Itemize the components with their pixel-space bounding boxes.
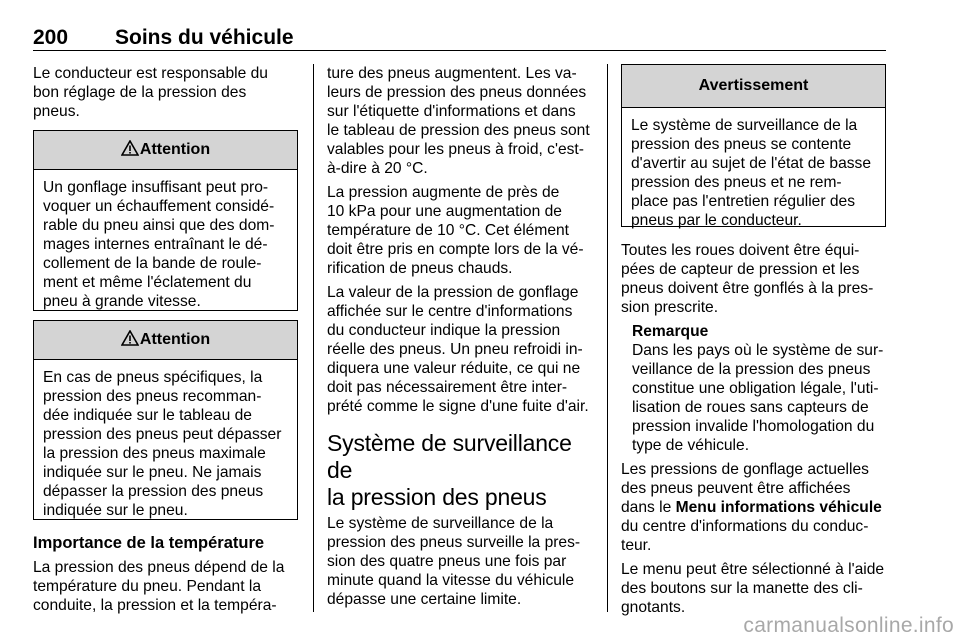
- page-header: [33, 14, 886, 51]
- temperature-heading: Importance de la température: [33, 534, 265, 552]
- attention-box-1-header: [34, 131, 297, 170]
- warning-triangle-icon: [121, 330, 139, 346]
- menu-reference: Menu informations véhicule: [675, 499, 882, 516]
- attention-box-2-header: [34, 321, 297, 360]
- attention-box-2-body: En cas de pneus spécifiques, la pression des pneus recomman- dée indiquée sur le tableau de pression des pneus peut dépasser la pression des pneus maximale indiquée sur le pneu. Ne jamais dépasser la pression des pneus indiquée sur le pneu.: [43, 369, 282, 519]
- paragraph-pressure-increase: La pression augmente de près de 10 kPa pour une augmentation de température de 10 °C. Cet élément doit être pris en compte lors de la vé- rification de pneus chauds.: [327, 184, 584, 277]
- attention-box-2: [33, 320, 298, 520]
- paragraph-menu-selection: Le menu peut être sélectionné à l'aide des boutons sur la manette des cli- gnotants.: [621, 561, 885, 616]
- warning-box-body: Le système de surveillance de la pression des pneus se contente d'avertir au sujet de l'état de basse pression des pneus et ne rem- place pas l'entretien régulier des pneus par le conducteur.: [631, 117, 872, 229]
- paragraph-sensors: Toutes les roues doivent être équi- pées de capteur de pression et les pneus doivent être gonflés à la pres- sion prescrite.: [621, 242, 874, 316]
- column-3: [621, 64, 886, 617]
- note-title: Remarque: [632, 323, 709, 340]
- warning-box-header: Avertissement: [622, 65, 885, 108]
- attention-box-1-title: Attention: [139, 141, 211, 158]
- column-1: [33, 64, 298, 615]
- paragraph-cold-tyres: ture des pneus augmentent. Les va- leurs de pression des pneus données sur l'étiquette d'informations et dans le tableau de pression des pneus sont valables pour les pneus à froid, c'est- à-dire à 20 °C.: [327, 65, 590, 177]
- watermark: carmanualsonline.info: [743, 614, 954, 637]
- section-title: Système de surveillance de la pression des pneus: [327, 430, 572, 510]
- attention-box-1: [33, 130, 298, 311]
- warning-triangle-icon: [121, 140, 139, 156]
- column-divider-1: [313, 64, 314, 612]
- intro-paragraph: Le conducteur est responsable du bon réglage de la pression des pneus.: [33, 65, 268, 120]
- note-block: [632, 322, 886, 455]
- warning-box: [621, 64, 886, 227]
- attention-box-1-body: Un gonflage insuffisant peut pro- voquer un échauffement considé- rable du pneu ainsi que des dom- mages internes entraînant le dé- collement de la bande de roule- ment et même l'éclatement du pneu à grande vitesse.: [43, 179, 275, 310]
- attention-box-2-title: Attention: [139, 331, 211, 348]
- paragraph-displayed-pressure: La valeur de la pression de gonflage affichée sur le centre d'informations du conducteur indique la pression réelle des pneus. Un pneu refroidi in- diquera une valeur réduite, ce qui ne doit pas nécessairement être inter- prété comme le signe d'une fuite d'air.: [327, 284, 589, 415]
- paragraph-monitoring-system: Le système de surveillance de la pression des pneus surveille la pres- sion des quatre pneus une fois par minute quand la vitesse du véhicule dépasse une certaine limite.: [327, 515, 581, 608]
- page-number: 200: [33, 26, 69, 49]
- column-2: [327, 64, 592, 609]
- column-divider-2: [607, 64, 608, 612]
- paragraph-current-pressures: Les pressions de gonflage actuelles des pneus peuvent être affichées dans le Menu informations véhicule du centre d'informations du conduc- teur.: [621, 461, 882, 554]
- chapter-title: Soins du véhicule: [115, 26, 294, 49]
- note-body: Dans les pays où le système de sur- veillance de la pression des pneus constitue une obligation légale, l'uti- lisation de roues sans capteurs de pression invalide l'homologation du type de véhicule.: [632, 342, 884, 454]
- temperature-paragraph: La pression des pneus dépend de la température du pneu. Pendant la conduite, la pression et la tempéra-: [33, 559, 285, 614]
